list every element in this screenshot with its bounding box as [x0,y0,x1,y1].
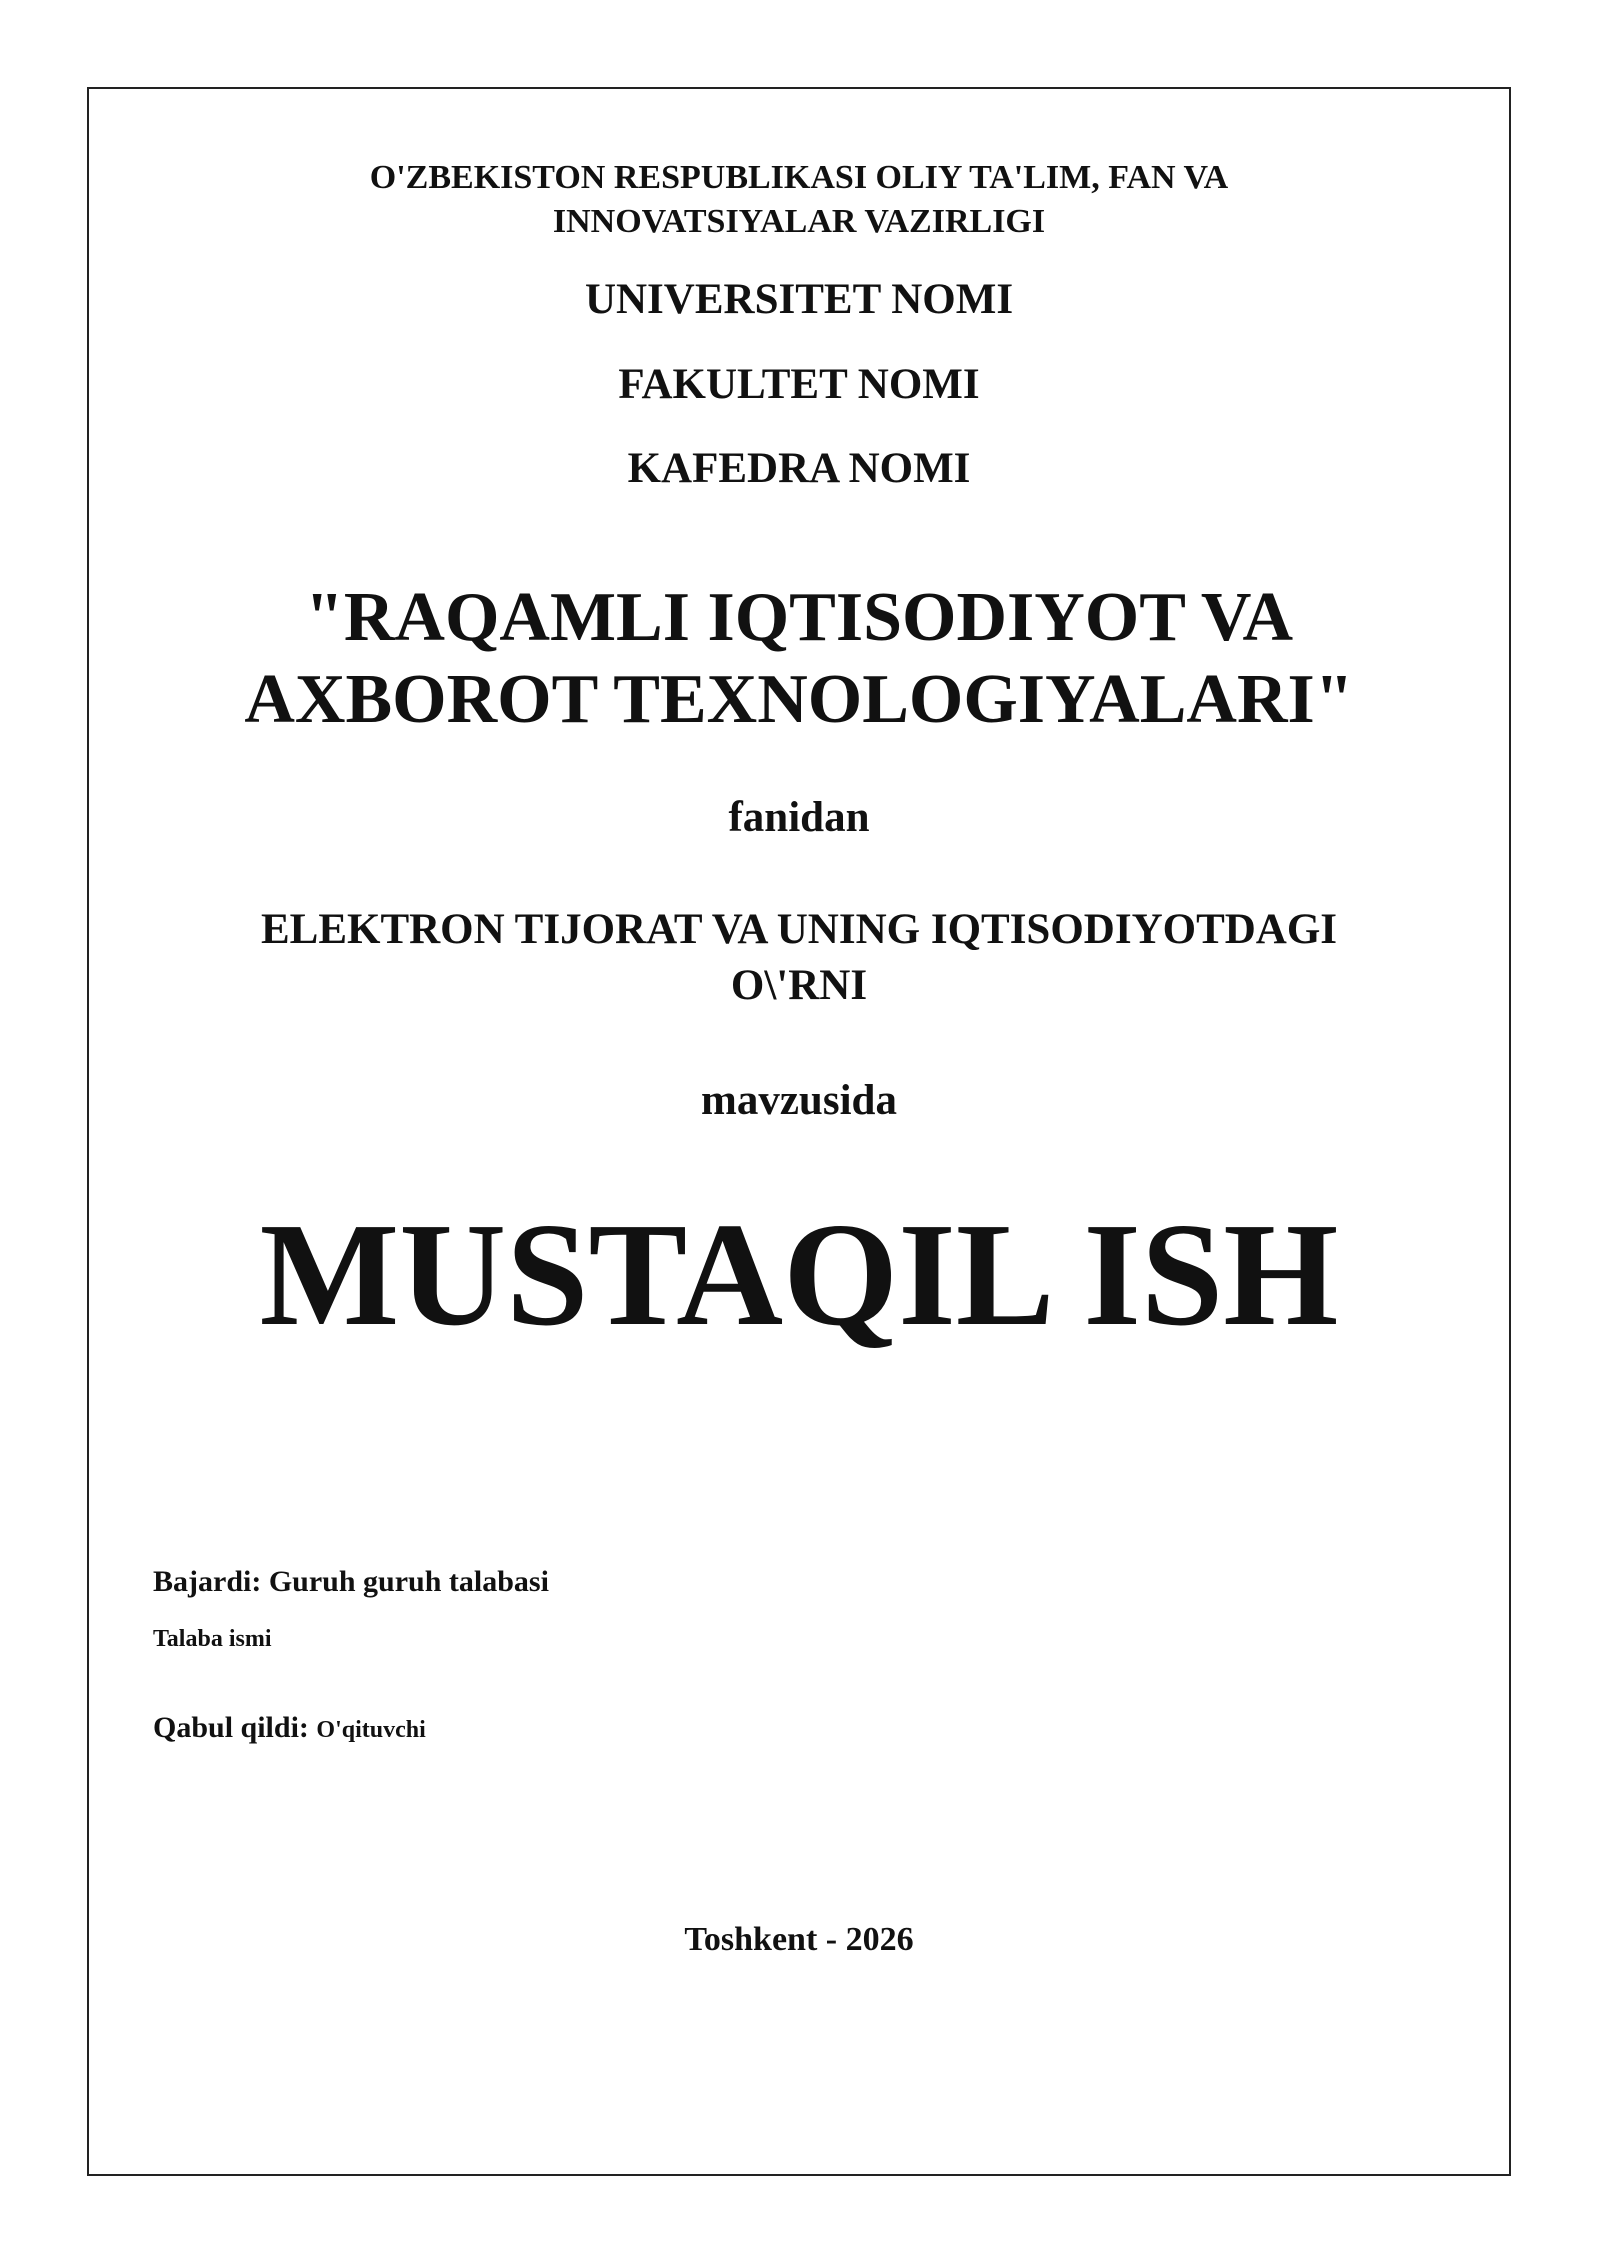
ministry-heading [87,156,1511,244]
work-type-title: MUSTAQIL ISH [259,1193,1339,1357]
topic-line-2: O\'RNI [730,962,868,1009]
subject-suffix: fanidan [728,794,870,841]
subject-title [87,577,1511,741]
student-name: Talaba ismi [153,1626,272,1652]
accepted-value: O'qituvchi [316,1717,426,1743]
ministry-line-2: INNOVATSIYALAR VAZIRLIGI [552,203,1046,240]
topic-line-1: ELEKTRON TIJORAT VA UNING IQTISODIYOTDAGI [260,906,1338,953]
accepted-label: Qabul qildi: [153,1711,309,1744]
topic-title [87,902,1511,1014]
topic-suffix: mavzusida [701,1077,897,1124]
accepted-by [153,1708,426,1750]
department-name: KAFEDRA NOMI [627,445,971,492]
university-name: UNIVERSITET NOMI [584,276,1014,323]
performed-value: Guruh guruh talabasi [268,1565,549,1598]
city-year: Toshkent - 2026 [684,1921,914,1958]
performed-label: Bajardi: [153,1565,262,1598]
performed-by [153,1562,549,1602]
ministry-line-1: O'ZBEKISTON RESPUBLIKASI OLIY TA'LIM, FAN VA [369,159,1229,196]
faculty-name: FAKULTET NOMI [618,361,980,408]
subject-title-line-2: AXBOROT TEXNOLOGIYALARI" [244,661,1354,738]
subject-title-line-1: "RAQAMLI IQTISODIYOT VA [305,579,1293,656]
